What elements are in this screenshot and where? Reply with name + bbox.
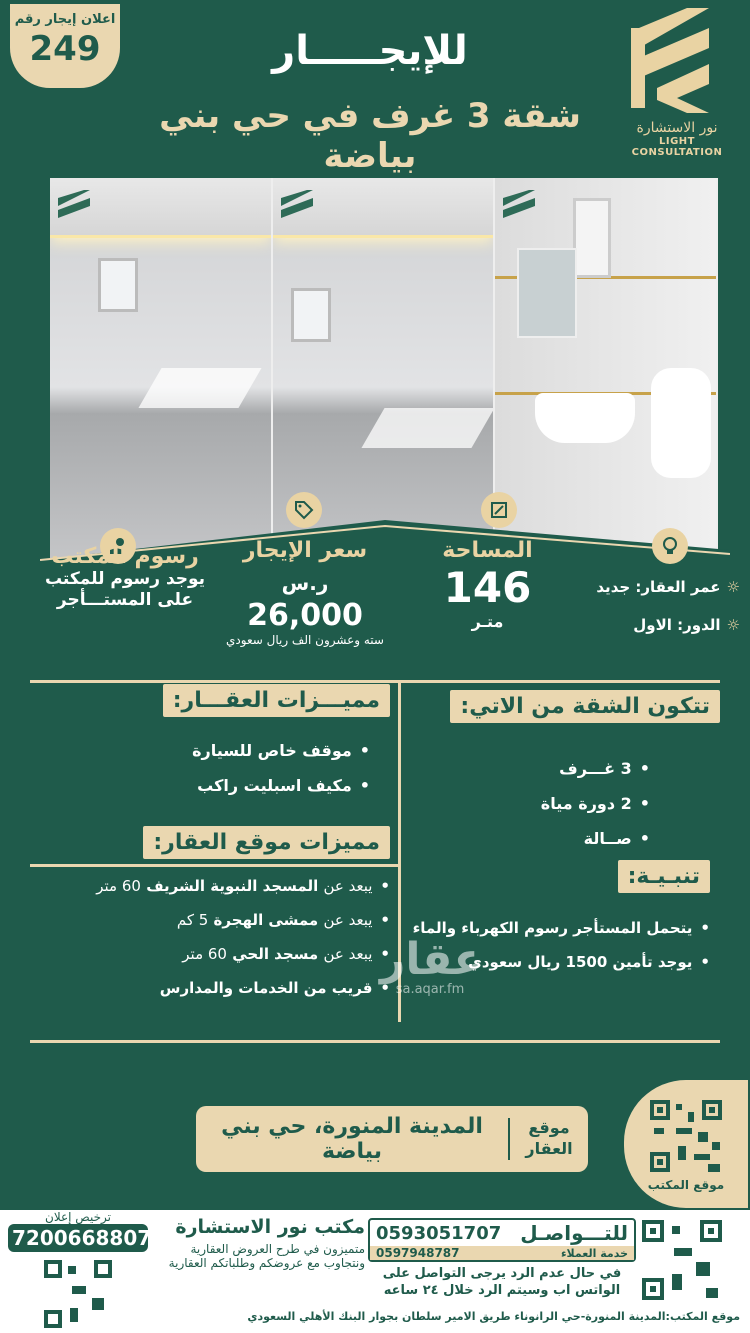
apartment-section	[430, 690, 720, 864]
rent-price-title: سعر الإيجار	[242, 538, 368, 563]
office-slogan-2: ونتجاوب مع عروضكم وطلباتكم العقارية	[168, 1256, 365, 1270]
area-title: المساحة	[442, 538, 533, 563]
office-address: موقع المكتب:المدينة المنورة-حي الرانوناء طريق الامير سلطان بجوار البنك الأهلي السعودي	[247, 1310, 740, 1323]
features-list	[140, 741, 390, 795]
list-item: • صــالة	[430, 829, 650, 848]
divider	[30, 1040, 720, 1043]
list-item: • يوجد تأمين 1500 ريال سعودي	[410, 953, 710, 971]
location-label: موقع العقار	[508, 1118, 588, 1160]
office-fee-text: يوجد رسوم للمكتب على المستـــأجر	[44, 569, 206, 611]
phone-service[interactable]: 0597948787	[376, 1246, 460, 1260]
property-floor: الدور: الاول	[633, 616, 721, 634]
currency-symbol: ر.س	[281, 571, 329, 595]
contact-note-2: الواتس اب وسيتم الرد خلال ٢٤ ساعه	[383, 1282, 621, 1298]
list-item: • قريب من الخدمات والمدارس	[40, 979, 390, 997]
apartment-title: تتكون الشقة من الاتي:	[450, 690, 720, 723]
list-item: • موقف خاص للسيارة	[140, 741, 370, 760]
ad-number-label: اعلان إيجار رقم	[14, 12, 116, 27]
page-subtitle: شقة 3 غرف في حي بني بياضة	[159, 96, 581, 176]
list-item: • يتحمل المستأجر رسوم الكهرباء والماء	[410, 919, 710, 937]
qr-code-icon	[648, 1098, 724, 1174]
watermark-domain: sa.aqar.fm	[395, 982, 465, 997]
office-fee-block	[40, 540, 210, 612]
location-features-title: مميزات موقع العقار:	[143, 826, 390, 859]
watermark-logo-icon	[499, 190, 539, 230]
logo-name-en: LIGHT CONSULTATION	[631, 136, 723, 158]
notice-title: تنبـيـة:	[618, 860, 710, 893]
license-label: ترخيص إعلان	[45, 1210, 111, 1224]
features-section	[140, 684, 390, 811]
contact-label: للتـــواصـل	[520, 1221, 628, 1245]
area-value: 146	[443, 563, 532, 612]
qr-code-icon	[640, 1218, 724, 1302]
phone-main[interactable]: 0593051707	[376, 1222, 502, 1244]
qr-code-icon	[42, 1258, 114, 1330]
service-label: خدمة العملاء	[560, 1246, 628, 1260]
footer	[0, 1210, 750, 1333]
list-item: • يبعد عن ممشى الهجرة 5 كم	[40, 911, 390, 929]
ad-number-badge	[10, 4, 120, 88]
contact-note	[368, 1266, 636, 1300]
property-details	[565, 530, 740, 634]
watermark-logo-icon	[54, 190, 94, 230]
logo-name-ar: نور الاستشارة	[636, 120, 718, 136]
office-fee-title: رسوم المكتب	[51, 544, 199, 569]
lightbulb-icon: ☼	[726, 616, 740, 634]
features-title: مميـــزات العقـــار:	[163, 684, 390, 717]
apartment-list	[430, 759, 720, 848]
rent-price-value: 26,000	[247, 598, 363, 633]
rent-price-value-row	[220, 563, 390, 633]
area-block	[415, 498, 560, 631]
aqar-watermark	[380, 934, 484, 997]
license-number: 7200668807	[8, 1224, 148, 1252]
location-features-list	[40, 877, 390, 997]
rent-price-words: سته وعشرون الف ريال سعودي	[226, 633, 384, 647]
location-bar	[196, 1106, 588, 1172]
property-age: عمر العقار: جديد	[596, 578, 721, 596]
divider	[30, 680, 720, 683]
office-location-qr[interactable]	[624, 1080, 748, 1208]
rent-price-block	[220, 498, 390, 647]
list-item: • 3 غـــرف	[430, 759, 650, 778]
company-logo	[618, 8, 736, 164]
contact-note-1: في حال عدم الرد يرجى التواصل على	[382, 1266, 622, 1281]
list-item: • 2 دورة مياة	[430, 794, 650, 813]
logo-mark-icon	[627, 8, 727, 118]
area-unit: متـر	[471, 612, 504, 631]
list-item: • يبعد عن المسجد النبوية الشريف 60 متر	[40, 877, 390, 895]
location-value: المدينة المنورة، حي بني بياضة	[221, 1114, 483, 1164]
page-title: للإيجـــــار	[272, 28, 468, 74]
property-age-row	[565, 578, 740, 596]
property-floor-row	[565, 616, 740, 634]
office-slogan-1: متميزون في طرح العروض العقارية	[190, 1242, 365, 1256]
list-item: • يبعد عن مسجد الحي 60 متر	[40, 945, 390, 963]
office-info	[150, 1216, 365, 1270]
license-block	[8, 1210, 152, 1333]
contact-block	[368, 1218, 636, 1262]
office-name: مكتب نور الاستشارة	[175, 1216, 365, 1238]
lightbulb-icon: ☼	[726, 578, 740, 596]
office-qr-caption: موقع المكتب	[647, 1178, 725, 1192]
ad-number: 249	[29, 29, 101, 69]
watermark-logo-icon	[277, 190, 317, 230]
location-features-section	[40, 826, 390, 1013]
list-item: • مكيف اسبليت راكب	[140, 776, 370, 795]
watermark-logo: عقار	[380, 934, 484, 985]
